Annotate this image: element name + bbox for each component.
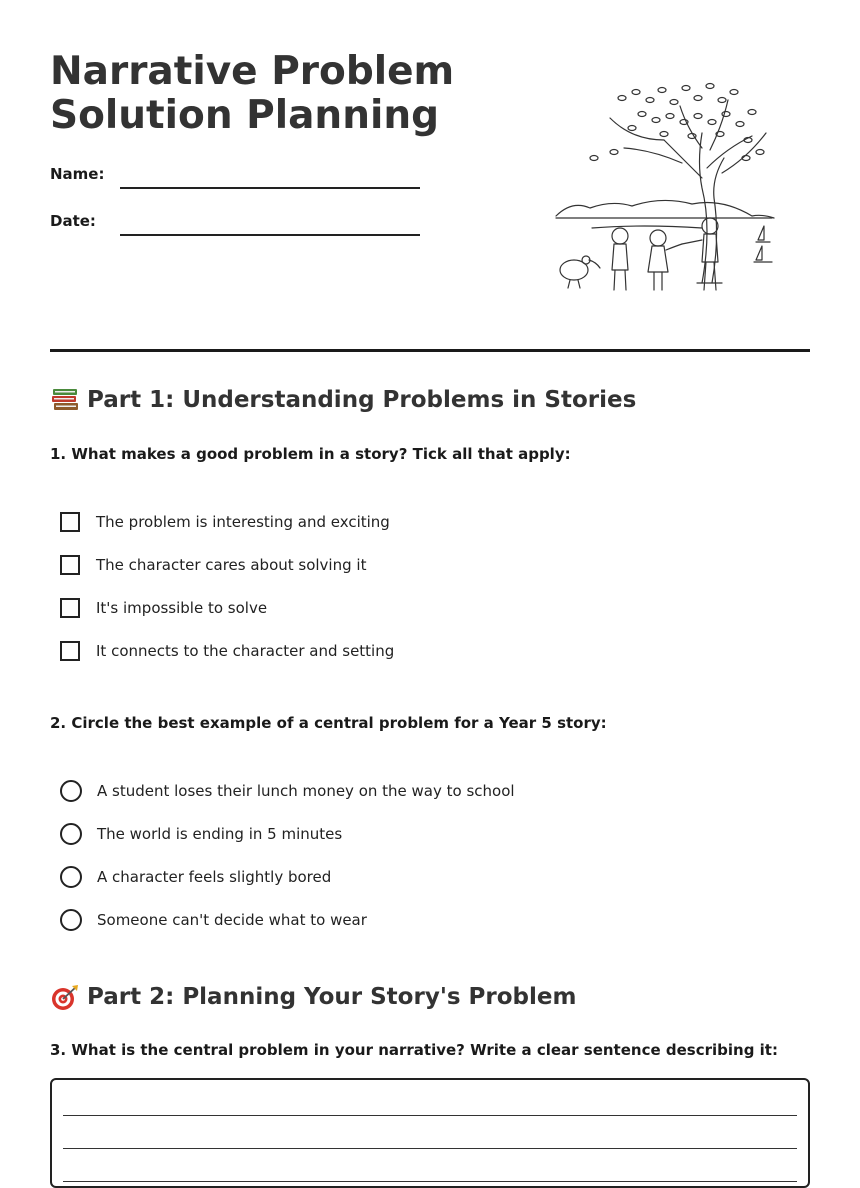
q2-option-1[interactable] bbox=[60, 780, 515, 802]
title-line-2: Solution Planning bbox=[50, 93, 440, 138]
q2-option-label: The world is ending in 5 minutes bbox=[97, 825, 343, 843]
name-label: Name: bbox=[50, 165, 105, 183]
date-label: Date: bbox=[50, 212, 96, 230]
q1-option-label: The character cares about solving it bbox=[96, 556, 367, 574]
q2-option-label: Someone can't decide what to wear bbox=[97, 911, 367, 929]
answer-line[interactable] bbox=[63, 1115, 797, 1116]
date-field[interactable] bbox=[120, 234, 420, 236]
q2-option-label: A student loses their lunch money on the way to school bbox=[97, 782, 515, 800]
checkbox[interactable] bbox=[60, 641, 80, 661]
q1-option-label: The problem is interesting and exciting bbox=[96, 513, 390, 531]
part1-title: Part 1: Understanding Problems in Stories bbox=[87, 387, 637, 413]
q1-option-label: It's impossible to solve bbox=[96, 599, 268, 617]
circle-option[interactable] bbox=[60, 909, 82, 931]
circle-option[interactable] bbox=[60, 780, 82, 802]
circle-option[interactable] bbox=[60, 823, 82, 845]
q1-option-1[interactable] bbox=[60, 512, 390, 532]
title-line-1: Narrative Problem bbox=[50, 49, 455, 94]
question-2: 2. Circle the best example of a central problem for a Year 5 story: bbox=[50, 714, 607, 732]
checkbox[interactable] bbox=[60, 512, 80, 532]
header-divider bbox=[50, 349, 810, 352]
circle-option[interactable] bbox=[60, 866, 82, 888]
checkbox[interactable] bbox=[60, 598, 80, 618]
q1-option-label: It connects to the character and setting bbox=[96, 642, 395, 660]
books-emoji bbox=[50, 386, 80, 414]
target-emoji bbox=[50, 983, 80, 1011]
checkbox[interactable] bbox=[60, 555, 80, 575]
name-field[interactable] bbox=[120, 187, 420, 189]
question-1: 1. What makes a good problem in a story? Tick all that apply: bbox=[50, 445, 571, 463]
q2-option-2[interactable] bbox=[60, 823, 342, 845]
part1-heading bbox=[50, 386, 636, 414]
question-3: 3. What is the central problem in your narrative? Write a clear sentence describing it: bbox=[50, 1041, 778, 1059]
q2-option-3[interactable] bbox=[60, 866, 331, 888]
q1-option-2[interactable] bbox=[60, 555, 366, 575]
q2-option-4[interactable] bbox=[60, 909, 367, 931]
answer-line[interactable] bbox=[63, 1181, 797, 1182]
q1-option-4[interactable] bbox=[60, 641, 394, 661]
part2-heading bbox=[50, 983, 576, 1011]
q1-option-3[interactable] bbox=[60, 598, 267, 618]
q2-option-label: A character feels slightly bored bbox=[97, 868, 332, 886]
answer-line[interactable] bbox=[63, 1148, 797, 1149]
tree-children-kiwi-illustration bbox=[552, 78, 782, 298]
answer-box[interactable] bbox=[50, 1078, 810, 1188]
part2-title: Part 2: Planning Your Story's Problem bbox=[87, 984, 577, 1010]
worksheet-title bbox=[50, 50, 470, 138]
